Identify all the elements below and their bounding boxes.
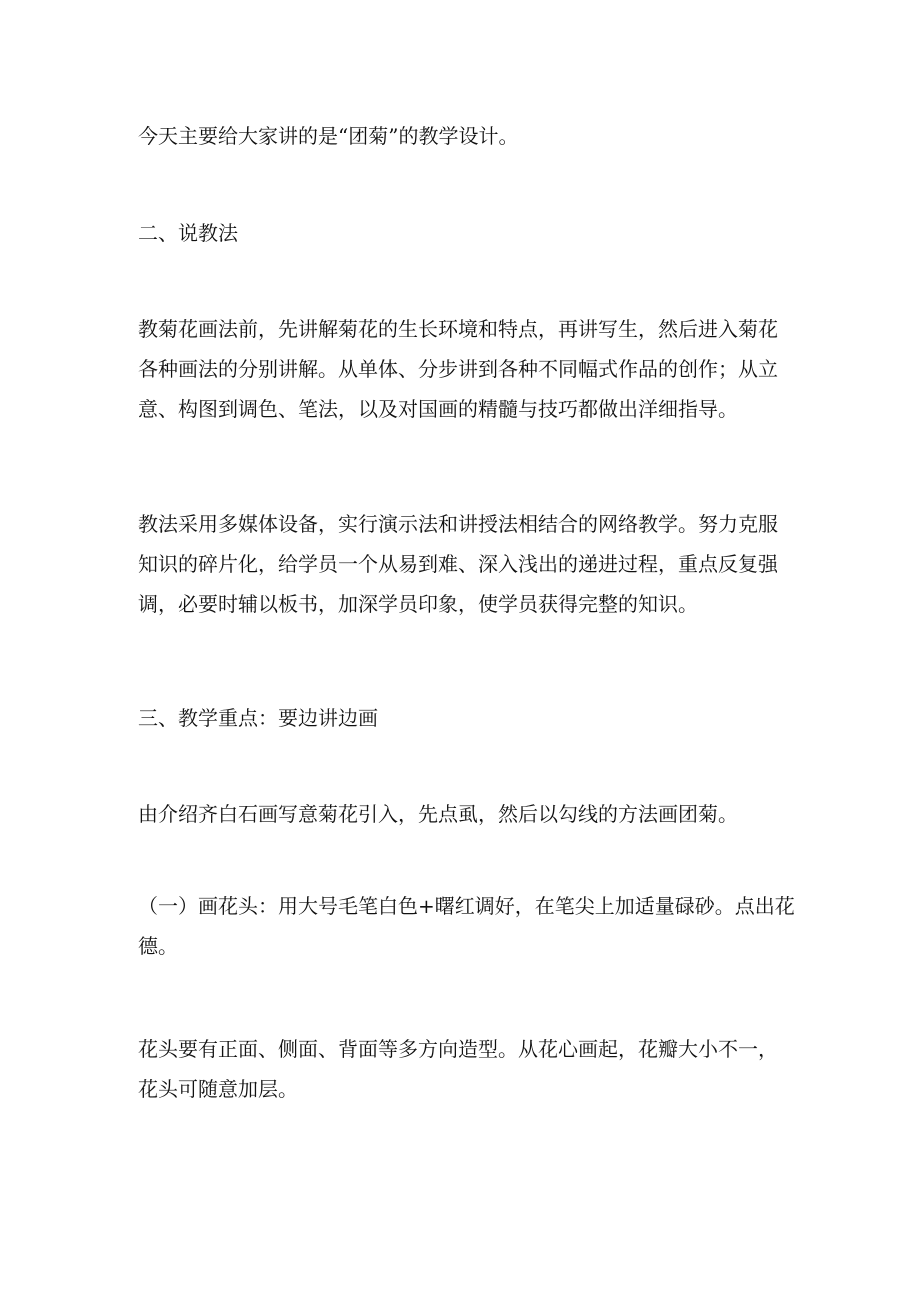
section2-para1-line-3: 意、构图到调色、笔法，以及对国画的精髓与技巧都做出洋细指导。 bbox=[138, 397, 738, 421]
section3-para2-line-1: （一）画花头：用大号毛笔白色+曙红调好，在笔尖上加适量碌砂。点出花 bbox=[138, 894, 795, 918]
section2-para2-line-3: 调，必要时辅以板书，加深学员印象，使学员获得完整的知识。 bbox=[138, 592, 698, 616]
teaching-focus-paragraph-1 bbox=[138, 794, 788, 834]
section2-para2-line-2: 知识的碎片化，给学员一个从易到难、深入浅出的递进过程，重点反复强 bbox=[138, 552, 778, 576]
teaching-method-paragraph-2 bbox=[138, 504, 788, 624]
section2-para1-line-2: 各种画法的分别讲解。从单体、分步讲到各种不同幅式作品的创作；从立 bbox=[138, 357, 778, 381]
section2-heading-text: 二、说教法 bbox=[138, 221, 238, 245]
section2-para1-line-1: 教菊花画法前，先讲解菊花的生长环境和特点，再讲写生，然后进入菊花 bbox=[138, 317, 778, 341]
section3-para1-line-1: 由介绍齐白石画写意菊花引入，先点虱，然后以勾线的方法画团菊。 bbox=[138, 802, 738, 826]
section-heading-teaching-method bbox=[138, 213, 788, 253]
teaching-focus-paragraph-2 bbox=[138, 886, 795, 966]
intro-line-1: 今天主要给大家讲的是“团菊”的教学设计。 bbox=[138, 124, 519, 148]
intro-paragraph bbox=[138, 116, 788, 156]
section2-para2-line-1: 教法采用多媒体设备，实行演示法和讲授法相结合的网络教学。努力克服 bbox=[138, 512, 778, 536]
section3-para2-line-2: 德。 bbox=[138, 934, 178, 958]
section3-para3-line-2: 花头可随意加层。 bbox=[138, 1077, 298, 1101]
teaching-method-paragraph-1 bbox=[138, 309, 788, 429]
section3-para3-line-1: 花头要有正面、侧面、背面等多方向造型。从花心画起，花瓣大小不一， bbox=[138, 1037, 778, 1061]
section-heading-teaching-focus bbox=[138, 698, 788, 738]
section3-heading-text: 三、教学重点：要边讲边画 bbox=[138, 706, 378, 730]
teaching-focus-paragraph-3 bbox=[138, 1029, 788, 1109]
